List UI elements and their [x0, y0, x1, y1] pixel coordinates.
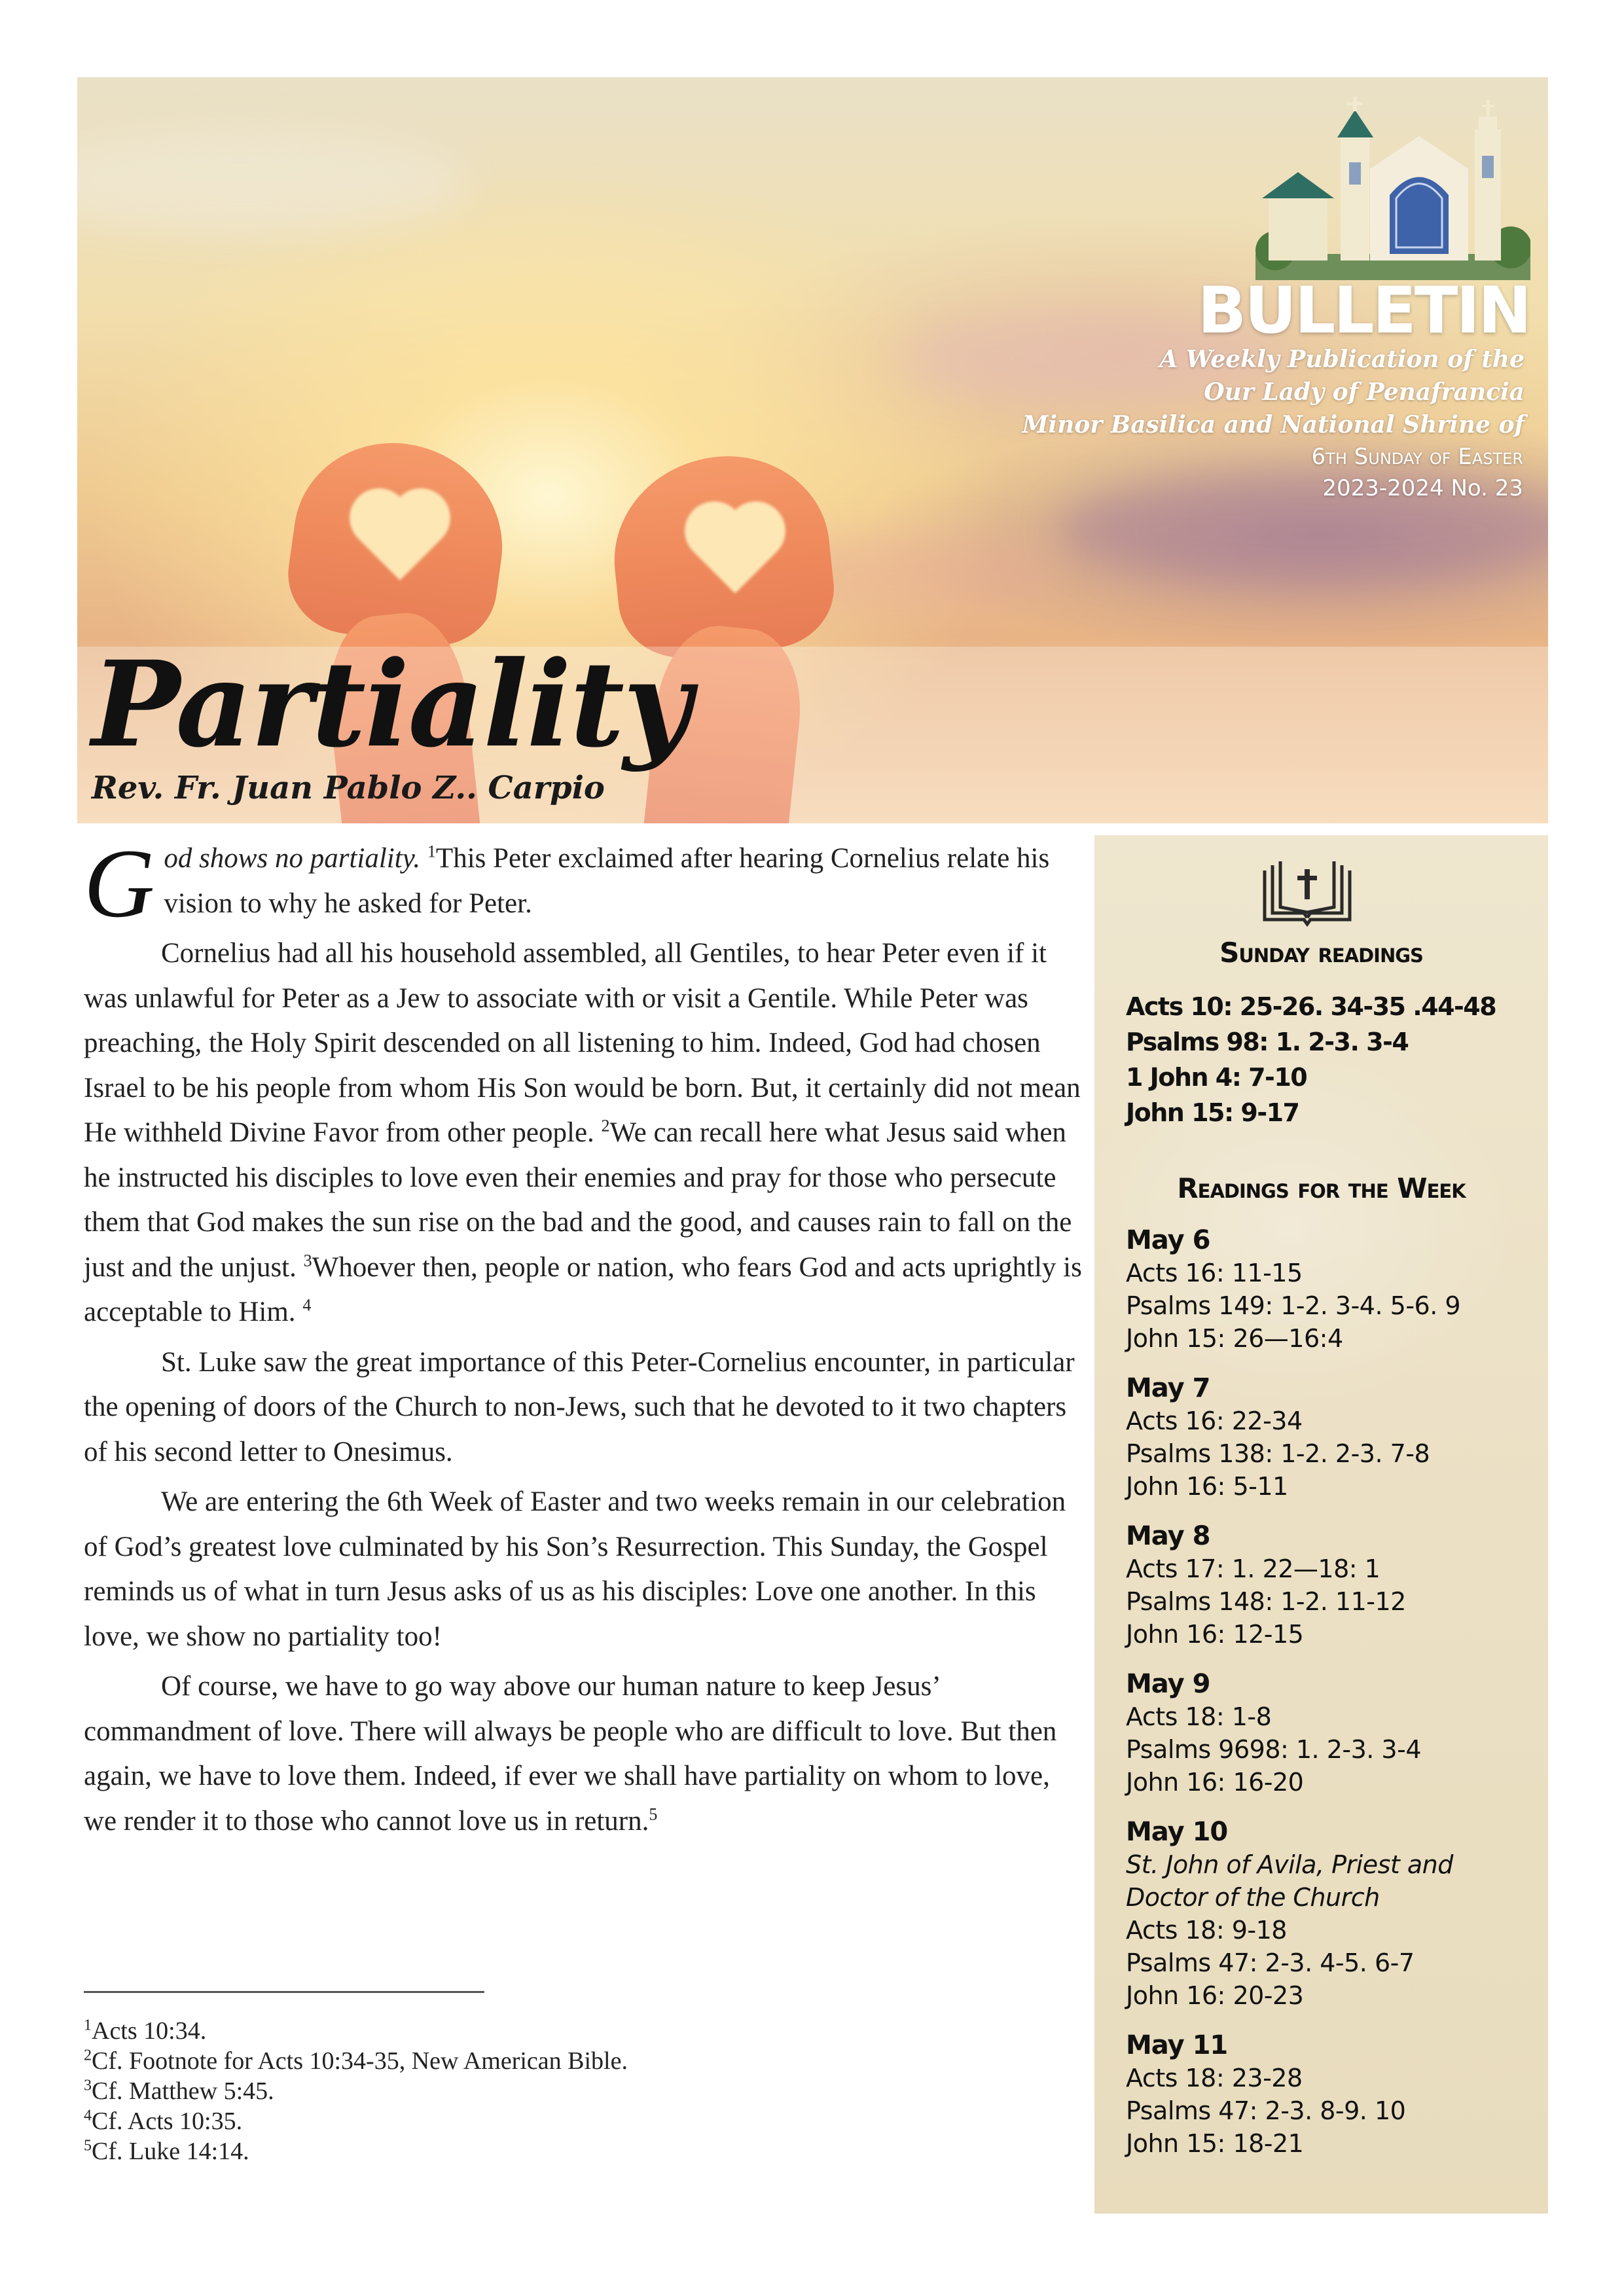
basilica-church-icon — [1255, 97, 1530, 293]
paragraph-text: Of course, we have to go way above our human nature to keep Jesus’ commandment of love. There will always be people who are difficult to love. But then again, we have to love them. Indeed, if ever we shall have partiality on whom to love, we render it to those who cannot love us in return. — [84, 1671, 1057, 1837]
publication-line: Minor Basilica and National Shrine of — [1022, 411, 1525, 439]
reading-item: Psalms 138: 1-2. 2-3. 7-8 — [1126, 1439, 1430, 1468]
footnote-ref: 4 — [302, 1295, 312, 1315]
paragraph — [84, 1340, 1085, 1475]
footnote-number: 1 — [84, 2017, 92, 2034]
footnote — [84, 2016, 935, 2046]
day-readings — [1126, 1668, 1519, 1799]
paragraph — [84, 829, 1085, 938]
footnote-text: Cf. Luke 14:14. — [92, 2138, 249, 2165]
reading-item: John 16: 20-23 — [1126, 1981, 1304, 2010]
footnote-text: Cf. Acts 10:35. — [92, 2108, 243, 2135]
paragraph-text: St. Luke saw the great importance of this Peter-Cornelius encounter, in particular the opening of doors of the Church to non-Jews, such that he devoted to it two chapters of his second letter to Onesimus. — [84, 1346, 1075, 1467]
footnote-number: 3 — [84, 2077, 92, 2094]
paragraph-text: Cornelius had all his household assembled, all Gentiles, to hear Peter even if it was unlawful for Peter as a Jew to associate with or visit a Gentile. While Peter was preaching, the Holy Spirit descended on all listening to him. Indeed, God had chosen Israel to be his people from whom His Son would be born. But, it certainly did not mean He withheld Divine Favor from other people. — [84, 938, 1081, 1148]
readings-sidebar — [1094, 835, 1548, 2214]
opening-quote: od shows no partiality. — [164, 843, 421, 874]
paragraph-text: Whoever then, people or nation, who fears God and acts uprightly is acceptable to Him. — [84, 1251, 1082, 1327]
footnote — [84, 2136, 935, 2166]
day-readings — [1126, 1372, 1519, 1503]
day-readings — [1126, 1520, 1519, 1651]
footnote-ref: 2 — [601, 1116, 610, 1136]
footnote-text: Cf. Footnote for Acts 10:34-35, New American Bible. — [92, 2047, 628, 2075]
footnotes — [84, 2016, 935, 2166]
reading-item: John 15: 18-21 — [1126, 2129, 1304, 2158]
paragraph-text: We are entering the 6th Week of Easter and two weeks remain in our celebration of God’s greatest love culminated by his Son’s Resurrection. This Sunday, the Gospel reminds us of what in turn Jesus asks of us as his disciples: Love one another. In this love, we show no partiality too! — [84, 1486, 1066, 1652]
week-readings-list — [1126, 1224, 1519, 2177]
day-label: May 7 — [1126, 1373, 1210, 1403]
reading-item: Psalms 9698: 1. 2-3. 3-4 — [1126, 1735, 1421, 1764]
day-readings — [1126, 1816, 1519, 2012]
reading-item: Psalms 47: 2-3. 8-9. 10 — [1126, 2096, 1406, 2125]
reading-item: Acts 18: 23-28 — [1126, 2064, 1303, 2092]
reading-item: Psalms 149: 1-2. 3-4. 5-6. 9 — [1126, 1291, 1461, 1320]
reading-item: Acts 16: 22-34 — [1126, 1407, 1303, 1435]
reading-item: Acts 18: 9-18 — [1126, 1916, 1287, 1945]
footnote — [84, 2106, 935, 2136]
footnote-number: 4 — [84, 2107, 92, 2125]
drop-cap: G — [84, 829, 155, 938]
reading-item: Psalms 98: 1. 2-3. 3-4 — [1126, 1028, 1409, 1056]
paragraph — [84, 1664, 1085, 1844]
publication-line: A Weekly Publication of the — [1159, 346, 1525, 373]
publication-line: Our Lady of Penafrancia — [1204, 378, 1525, 406]
cloud — [77, 130, 470, 234]
liturgical-sunday: 6th Sunday of Easter — [1311, 444, 1523, 470]
week-readings-heading: Readings for the Week — [1177, 1172, 1466, 1204]
feast-note: St. John of Avila, Priest and Doctor of the Church — [1126, 1850, 1453, 1912]
reading-item: Acts 17: 1. 22—18: 1 — [1126, 1554, 1380, 1583]
footnote-number: 2 — [84, 2047, 92, 2064]
footnote-text: Cf. Matthew 5:45. — [92, 2077, 274, 2105]
issue-number: 2023-2024 No. 23 — [1322, 475, 1523, 501]
sunday-readings-heading: Sunday readings — [1219, 937, 1423, 969]
reading-item: John 16: 5-11 — [1126, 1472, 1288, 1501]
article-author: Rev. Fr. Juan Pablo Z.. Carpio — [92, 770, 605, 806]
footnote-number: 5 — [84, 2137, 92, 2155]
reading-item: John 15: 26—16:4 — [1126, 1324, 1343, 1353]
reading-item: Psalms 47: 2-3. 4-5. 6-7 — [1126, 1948, 1415, 1977]
reading-item: Acts 18: 1-8 — [1126, 1702, 1272, 1731]
footnote-text: Acts 10:34. — [92, 2017, 207, 2045]
paragraph — [84, 1480, 1085, 1659]
day-label: May 10 — [1126, 1817, 1228, 1847]
footnote-ref: 3 — [303, 1251, 312, 1270]
day-label: May 6 — [1126, 1225, 1210, 1255]
article-title: Partiality — [92, 636, 691, 774]
footnote-ref: 1 — [427, 842, 436, 861]
reading-item: John 16: 12-15 — [1126, 1620, 1304, 1649]
paragraph-text: This Peter exclaimed after hearing Cornelius relate his vision to why he asked for Peter. — [164, 843, 1050, 919]
bible-cross-icon — [1258, 857, 1356, 929]
reading-item: Acts 16: 11-15 — [1126, 1259, 1303, 1287]
reading-item: John 15: 9-17 — [1126, 1098, 1299, 1127]
reading-item: Acts 10: 25-26. 34-35 .44-48 — [1126, 992, 1496, 1021]
sunday-readings-list — [1126, 989, 1496, 1130]
footnote-divider — [84, 1991, 484, 1993]
article-body — [84, 829, 1085, 1849]
day-readings — [1126, 2029, 1519, 2160]
footnote — [84, 2046, 935, 2076]
day-readings — [1126, 1224, 1519, 1355]
footnote — [84, 2076, 935, 2106]
day-label: May 9 — [1126, 1669, 1210, 1699]
bulletin-masthead: BULLETIN — [1197, 274, 1530, 348]
paragraph — [84, 931, 1085, 1335]
day-label: May 8 — [1126, 1521, 1210, 1551]
reading-item: Psalms 148: 1-2. 11-12 — [1126, 1587, 1406, 1616]
reading-item: 1 John 4: 7-10 — [1126, 1063, 1307, 1092]
reading-item: John 16: 16-20 — [1126, 1768, 1304, 1797]
day-label: May 11 — [1126, 2030, 1228, 2060]
hero-banner — [77, 77, 1548, 823]
footnote-ref: 5 — [649, 1804, 658, 1824]
paragraph-text: We can recall here what Jesus said when he instructed his disciples to love even their enemies and pray for those who persecute them that God makes the sun rise on the bad and the good, and causes rain to fall on the just and the unjust. — [84, 1117, 1072, 1283]
